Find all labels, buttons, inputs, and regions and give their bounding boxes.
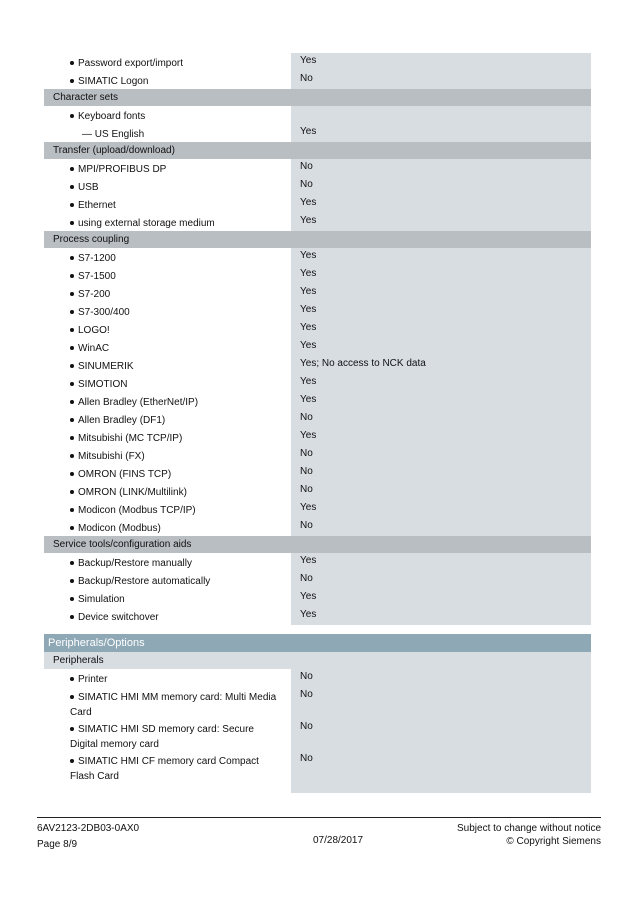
spec-row [44,195,591,213]
bullet-icon [70,695,74,699]
spec-value: Yes [291,266,591,284]
spec-row [44,719,591,751]
bullet-icon [70,526,74,530]
spec-label: S7-300/400 [78,307,130,318]
spec-row [44,338,591,356]
bullet-icon [70,400,74,404]
spec-value: Yes [291,589,591,607]
spec-value: Yes [291,213,591,231]
spec-row [44,607,591,625]
page-number: Page 8/9 [37,839,78,850]
bullet-icon [70,454,74,458]
spec-row [44,500,591,518]
spec-row [44,669,591,687]
spec-row [44,428,591,446]
spec-label: USB [78,182,99,193]
spec-value: Yes [291,124,591,142]
footer-divider [37,817,601,818]
spec-label: S7-1200 [78,253,116,264]
spec-label: SIMATIC Logon [78,76,149,87]
spec-label: S7-200 [78,289,111,300]
spec-label: Password export/import [78,58,184,69]
bullet-icon [70,61,74,65]
spec-value: No [291,571,591,589]
change-notice: Subject to change without notice [457,823,601,834]
spec-label: WinAC [78,343,110,354]
spec-value: No [291,446,591,464]
footer-left [37,822,139,851]
spec-label: OMRON (LINK/Multilink) [78,487,187,498]
spec-row [44,106,591,124]
spec-row [44,213,591,231]
spec-value: No [291,482,591,500]
spec-row [44,320,591,338]
spec-row [44,751,591,783]
bullet-icon [70,203,74,207]
bullet-icon [70,382,74,386]
spec-label: using external storage medium [78,218,215,229]
spec-label: — US English [82,129,145,140]
bullet-icon [70,114,74,118]
bullet-icon [70,346,74,350]
spec-value: No [291,177,591,195]
spec-row [44,177,591,195]
footer-right [457,822,601,848]
footer-date: 07/28/2017 [313,835,364,846]
bullet-icon [70,292,74,296]
spec-value: No [291,669,591,687]
spec-value: Yes [291,53,591,71]
spec-table [44,53,591,793]
spec-value: Yes [291,500,591,518]
spec-row [44,284,591,302]
section-title: Peripherals/Options [48,637,145,649]
category-header [44,142,591,159]
bullet-icon [70,221,74,225]
bullet-icon [70,472,74,476]
spec-value: Yes; No access to NCK data [291,356,591,374]
spec-label: Modicon (Modbus) [78,523,161,534]
spec-value: Yes [291,195,591,213]
spec-value: No [291,518,591,536]
spec-value: No [291,71,591,89]
spec-value: Yes [291,428,591,446]
spec-label: MPI/PROFIBUS DP [78,164,167,175]
spec-row [44,482,591,500]
bullet-icon [70,597,74,601]
copyright: © Copyright Siemens [506,836,601,847]
spec-row [44,410,591,428]
bullet-icon [70,490,74,494]
bullet-icon [70,615,74,619]
spec-label: Mitsubishi (FX) [78,451,145,462]
spec-label: Backup/Restore automatically [78,576,211,587]
spec-label: Mitsubishi (MC TCP/IP) [78,433,183,444]
spec-value: Yes [291,248,591,266]
spec-label: Allen Bradley (DF1) [78,415,166,426]
bullet-icon [70,677,74,681]
bullet-icon [70,185,74,189]
spec-row [44,553,591,571]
bullet-icon [70,579,74,583]
spec-row [44,53,591,71]
spec-value: Yes [291,302,591,320]
spec-row [44,518,591,536]
spec-row [44,356,591,374]
spec-value: No [291,719,591,751]
spec-value: Yes [291,607,591,625]
spec-label: SINUMERIK [78,361,134,372]
spec-row [44,446,591,464]
spec-label: Printer [78,674,108,685]
spec-label: Modicon (Modbus TCP/IP) [78,505,196,516]
bullet-icon [70,727,74,731]
spec-label: SIMATIC HMI MM memory card: Multi Media Card [70,692,277,718]
spec-row [44,266,591,284]
subsection-header [44,652,591,669]
bullet-icon [70,167,74,171]
bullet-icon [70,436,74,440]
subsection-title: Peripherals [44,652,291,669]
spec-row [44,159,591,177]
spec-value: Yes [291,374,591,392]
category-title: Service tools/configuration aids [53,539,192,550]
category-title: Character sets [53,92,119,103]
category-title: Process coupling [53,234,130,245]
bullet-icon [70,328,74,332]
spec-value: Yes [291,284,591,302]
category-header [44,536,591,553]
spec-label: Backup/Restore manually [78,558,192,569]
spec-label: LOGO! [78,325,110,336]
section-header [44,634,591,652]
bullet-icon [70,310,74,314]
bullet-icon [70,274,74,278]
spec-label: Device switchover [78,612,159,623]
spec-row [44,687,591,719]
bullet-icon [70,418,74,422]
spec-row [44,124,591,142]
spec-label: Simulation [78,594,125,605]
spec-value: Yes [291,338,591,356]
spec-value: No [291,751,591,783]
spec-value: No [291,687,591,719]
spec-label: SIMOTION [78,379,128,390]
bullet-icon [70,364,74,368]
spec-row [44,374,591,392]
bullet-icon [70,256,74,260]
spec-value [291,106,591,124]
spec-row [44,392,591,410]
spec-value: Yes [291,392,591,410]
spec-label: S7-1500 [78,271,116,282]
spec-value: Yes [291,320,591,338]
spec-label: Keyboard fonts [78,111,146,122]
table-end-spacer [44,783,591,793]
spec-value: No [291,159,591,177]
category-title: Transfer (upload/download) [53,145,175,156]
bullet-icon [70,79,74,83]
spec-label: SIMATIC HMI SD memory card: Secure Digital memory card [70,724,254,750]
spec-row [44,464,591,482]
spec-value: No [291,410,591,428]
category-header [44,89,591,106]
spec-row [44,571,591,589]
spec-value: Yes [291,553,591,571]
spec-label: OMRON (FINS TCP) [78,469,172,480]
category-header [44,231,591,248]
spec-row [44,589,591,607]
spec-label: Ethernet [78,200,116,211]
bullet-icon [70,759,74,763]
spec-label: SIMATIC HMI CF memory card Compact Flash Card [70,756,259,782]
spec-row [44,71,591,89]
order-number: 6AV2123-2DB03-0AX0 [37,823,140,834]
spec-row [44,302,591,320]
spec-label: Allen Bradley (EtherNet/IP) [78,397,199,408]
spec-value: No [291,464,591,482]
spec-row [44,248,591,266]
bullet-icon [70,508,74,512]
bullet-icon [70,561,74,565]
